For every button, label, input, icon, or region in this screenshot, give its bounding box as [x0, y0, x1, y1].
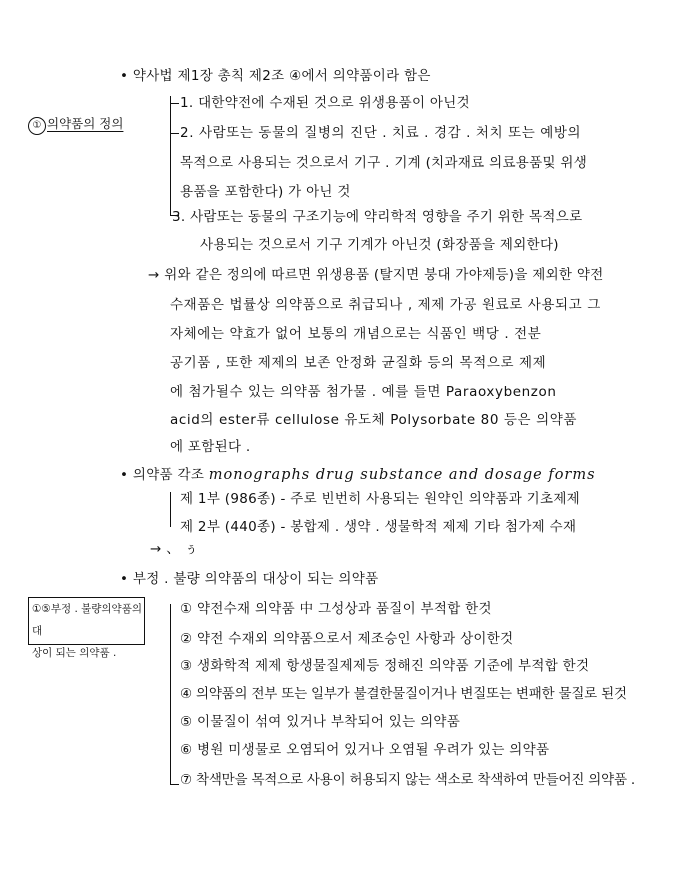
definition-item-2-cont: 용품을 포함한다) 가 아닌 것: [180, 184, 351, 200]
bracket-tick: [170, 784, 179, 785]
definition-item-2: 2. 사람또는 동물의 질병의 진단 . 치료 . 경감 . 처치 또는 예방의: [180, 125, 582, 141]
bracket-tick: [170, 103, 179, 104]
section3-heading: • 부정 . 불량 의약품의 대상이 되는 의약품: [120, 570, 378, 588]
definition-item-3: 3. 사람또는 동물의 구조기능에 약리학적 영향을 주기 위한 목적으로: [172, 209, 583, 225]
definition-note-cont: 에 포함된다 .: [170, 439, 251, 455]
section2-heading-kr: 의약품 각조: [132, 467, 205, 483]
improper-drug-item: ① 약전수재 의약품 中 그성상과 품질이 부적합 한것: [180, 601, 492, 617]
side-note-line: 상이 되는 의약품 .: [32, 647, 117, 659]
improper-drug-item: ⑤ 이물질이 섞여 있거나 부착되어 있는 의약품: [180, 714, 461, 730]
improper-drug-item: ⑥ 병원 미생물로 오염되어 있거나 오염될 우려가 있는 의약품: [180, 742, 550, 758]
side-note-line: ①⑤부정 . 불량의약품의 대: [32, 603, 142, 637]
definition-item-3-cont: 사용되는 것으로서 기구 기계가 아닌것 (화장품을 제외한다): [200, 237, 559, 253]
definition-item-1: 1. 대한약전에 수재된 것으로 위생용품이 아닌것: [180, 95, 470, 111]
section2-bracket: [170, 492, 171, 527]
margin-note: [28, 114, 123, 135]
definition-note-cont: 자체에는 약효가 없어 보통의 개념으로는 식품인 백당 . 전분: [170, 326, 542, 342]
section2-arrow-note: → 、 ぅ: [150, 541, 199, 557]
section2-heading-en: monographs drug substance and dosage forms: [208, 467, 596, 483]
section1-bracket: [170, 96, 171, 216]
definition-note-cont: acid의 ester류 cellulose 유도체 Polysorbate 80 등은 의약품: [170, 412, 578, 428]
improper-drug-item: ② 약전 수재외 의약품으로서 제조승인 사항과 상이한것: [180, 631, 514, 647]
improper-drug-item: ⑦ 착색만을 목적으로 사용이 허용되지 않는 색소로 착색하여 만들어진 의약품 .: [180, 772, 635, 788]
improper-drug-item: ④ 의약품의 전부 또는 일부가 불결한물질이거나 변질또는 변패한 물질로 된것: [180, 686, 627, 702]
monograph-part-1: 제 1부 (986종) - 주로 빈번히 사용되는 원약인 의약품과 기초제제: [180, 491, 581, 507]
definition-note-cont: 수재품은 법률상 의약품으로 취급되나 , 제제 가공 원료로 사용되고 그: [170, 297, 601, 313]
definition-note: → 위와 같은 정의에 따르면 위생용품 (탈지면 붕대 가야제등)을 제외한 약전: [148, 267, 604, 283]
section2-heading: [120, 466, 596, 484]
section1-heading: • 약사법 제1장 총칙 제2조 ④에서 의약품이라 함은: [120, 67, 431, 85]
margin-note-circle: ①: [28, 117, 46, 135]
improper-drug-item: ③ 생화학적 제제 항생물질제제등 정해진 의약품 기준에 부적합 한것: [180, 658, 590, 674]
definition-note-cont: 에 첨가될수 있는 의약품 첨가물 . 예를 들면 Paraoxybenzon: [170, 384, 557, 400]
side-note-box: [28, 597, 145, 659]
definition-item-2-cont: 목적으로 사용되는 것으로서 기구 . 기계 (치과재료 의료용품및 위생: [180, 155, 588, 171]
bracket-tick: [170, 133, 179, 134]
monograph-part-2: 제 2부 (440종) - 봉합제 . 생약 . 생물학적 제제 기타 첨가제 수재: [180, 519, 577, 535]
definition-note-cont: 공기품 , 또한 제제의 보존 안정화 균질화 등의 목적으로 제제: [170, 355, 547, 371]
margin-note-text: 의약품의 정의: [47, 116, 124, 131]
section3-bracket: [170, 604, 171, 784]
